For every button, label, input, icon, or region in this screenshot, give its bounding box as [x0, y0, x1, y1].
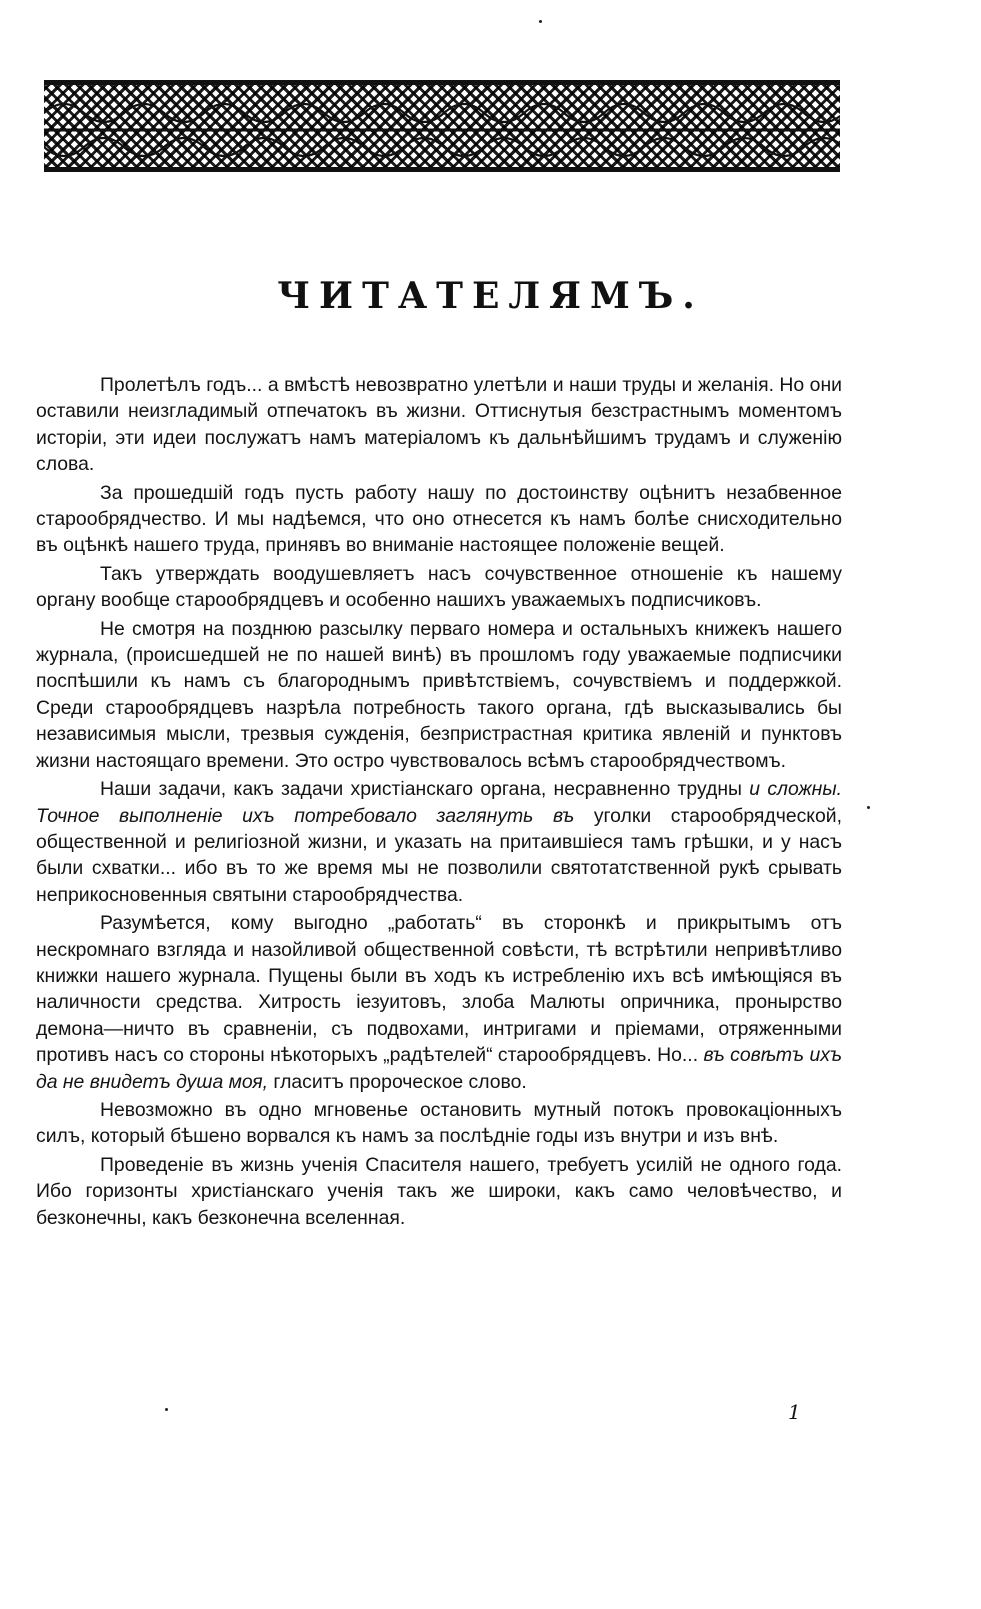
- paragraph-3: Такъ утверждать воодушевляетъ насъ сочувственное отношеніе къ нашему органу вообще старообрядцевъ и особенно нашихъ уважаемыхъ подписчиковъ.: [36, 562, 842, 612]
- paragraph-2: За прошедшій годъ пусть работу нашу по достоинству оцѣнитъ незабвенное старообрядчество. И мы надѣемся, что оно отнесется къ намъ болѣе снисходительно въ оцѣнкѣ нашего труда, принявъ во вниманіе настоящее положеніе вещей.: [36, 481, 842, 557]
- scan-speck: [539, 20, 542, 23]
- page-title: ЧИТАТЕЛЯМЪ.: [277, 275, 704, 317]
- paragraph-5-part-1: Наши задачи, какъ задачи христіанскаго органа, несравненно трудны: [100, 778, 750, 801]
- paragraph-6-part-1: Разумѣется, кому выгодно „работать“ въ сторонкѣ и прикрытымъ отъ нескромнаго взгляда и назойливой общественной совѣсти, тѣ встрѣтили непривѣтливо книжки нашего журнала. Пущены были въ ходъ къ истребленію ихъ всѣ имѣющіяся въ наличности средства. Хитрость іезуитовъ, злоба Малюты опричника, пронырство демона—ничто въ сравненіи, съ подвохами, интригами и пріемами, отряженными противъ насъ со стороны нѣкоторыхъ „радѣтелей“ старообрядцевъ. Но...: [36, 912, 842, 1067]
- ornamental-header-icon: [44, 80, 840, 172]
- scan-speck: [867, 806, 870, 809]
- scan-speck: [165, 1408, 168, 1411]
- paragraph-6: [36, 910, 842, 1095]
- paragraph-6-italic-quote: въ совѣтъ ихъ да не внидетъ душа моя,: [36, 1044, 842, 1093]
- paragraph-5-italic: и сложны. Точное выполненіе ихъ потребовало заглянуть въ: [36, 778, 843, 827]
- page-number: 1: [788, 1400, 801, 1424]
- paragraph-8: Проведеніе въ жизнь ученія Спасителя нашего, требуетъ усилій не одного года. Ибо горизонты христіанскаго ученія такъ же широки, какъ само человѣчество, и безконечны, какъ безконечна вселенная.: [36, 1153, 842, 1229]
- paragraph-5-part-2: уголки старообрядческой, общественной и религіозной жизни, и указать на притаившіеся тамъ грѣшки, и у насъ были схватки... ибо въ то же время мы не позволили святотатственной рукѣ срывать неприкосновенныя святыни старообрядчества.: [36, 804, 843, 906]
- paragraph-1: Пролетѣлъ годъ... а вмѣстѣ невозвратно улетѣли и наши труды и желанія. Но они оставили неизгладимый отпечатокъ въ жизни. Оттиснутыя безстрастнымъ моментомъ исторіи, эти идеи послужатъ намъ матеріаломъ къ дальнѣйшимъ трудамъ и служенію слова.: [36, 374, 842, 476]
- paragraph-4: Не смотря на позднюю разсылку перваго номера и остальныхъ книжекъ нашего журнала, (происшедшей не по нашей винѣ) въ прошломъ году уважаемые подписчики поспѣшили къ намъ съ благороднымъ привѣтствіемъ, сочувствіемъ и поддержкой. Среди старообрядцевъ назрѣла потребность такого органа, гдѣ высказывались бы независимыя мысли, трезвыя сужденія, безпристрастная критика явленій и пунктовъ жизни настоящаго времени. Это остро чувствовалось всѣмъ старообрядчествомъ.: [36, 617, 842, 772]
- article-body: [36, 372, 842, 1233]
- paragraph-7: Невозможно въ одно мгновенье остановить мутный потокъ провокаціонныхъ силъ, который бѣшено ворвался къ намъ за послѣдніе годы изъ внутри и изъ внѣ.: [36, 1098, 842, 1148]
- paragraph-6-part-2: гласитъ пророческое слово.: [268, 1070, 527, 1093]
- paragraph-5: [36, 776, 842, 908]
